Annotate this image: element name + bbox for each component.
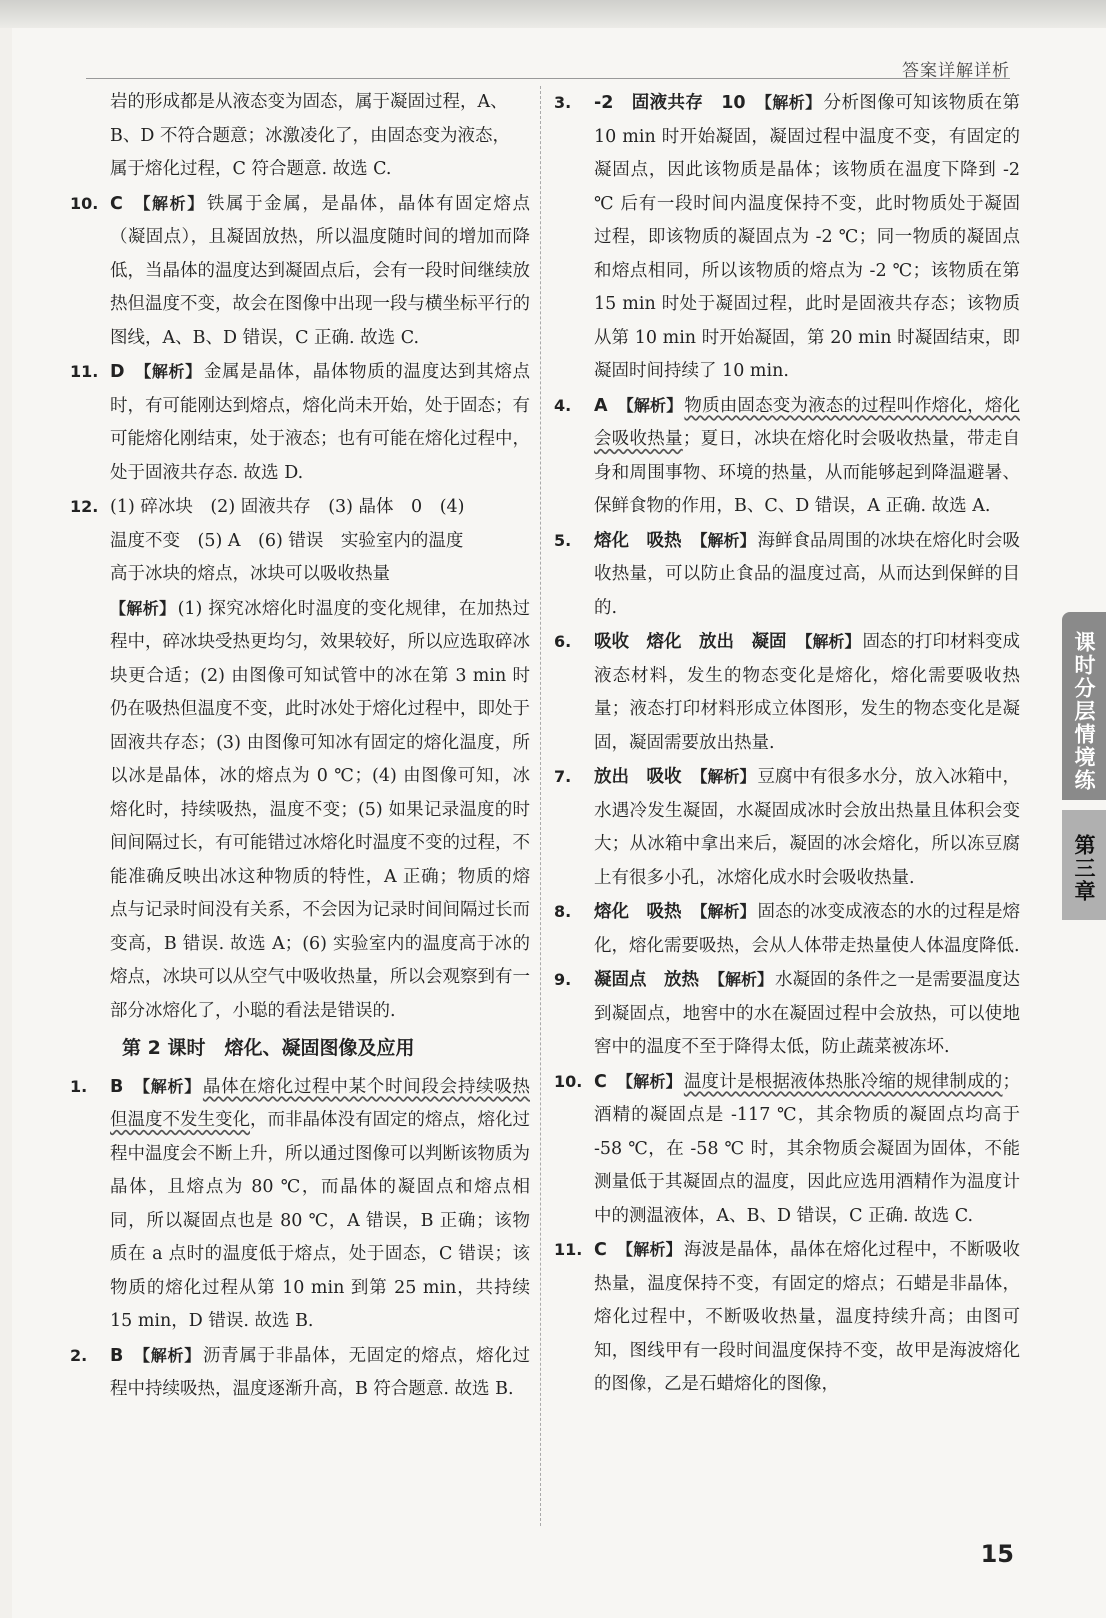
analysis-tag: 【解析】 bbox=[132, 193, 205, 213]
analysis-tag: 【解析】 bbox=[691, 902, 756, 921]
intro-line-2: B、D 不符合题意；冰激凌化了，由固态变为液态， bbox=[110, 125, 510, 146]
analysis-text: 分析图像可知该物质在第 10 min 时开始凝固，凝固过程中温度不变，有固定的凝固点，因此该物质是晶体；该物质在温度下降到 -2 ℃ 后有一段时间内温度保持不变，此时物质处于凝固过程，即该物质的凝固点为 -2 ℃；同一物质的凝固点和熔点相同，所以该物质的熔点为 -2 ℃；该物质在第 15 min 时处于凝固过程，此时是固液共存态；该物质从第 10 min 时开始凝固，第 20 min 时凝固结束，即凝固时间持续了 10 min. bbox=[594, 93, 1020, 381]
item-number: 3. bbox=[554, 93, 572, 112]
item-number: 6. bbox=[554, 632, 572, 651]
underlined-text: 温度计是根据液体热胀冷缩的规律制成的 bbox=[683, 1071, 1003, 1092]
answer-item-10 bbox=[70, 187, 530, 356]
column-divider bbox=[540, 86, 541, 1526]
answer-item-11 bbox=[70, 355, 530, 490]
answer-choice: 吸收 熔化 放出 凝固 bbox=[594, 632, 787, 652]
analysis-tag: 【解析】 bbox=[796, 632, 861, 651]
page-number: 15 bbox=[980, 1540, 1014, 1568]
item-number: 11. bbox=[554, 1240, 583, 1259]
side-tab-chapter: 第三章 bbox=[1062, 810, 1106, 920]
answer-item-s11 bbox=[554, 1233, 1020, 1402]
analysis-tag: 【解析】 bbox=[110, 598, 176, 618]
analysis-text: 水凝固的条件之一是需要温度达到凝固点，地窖中的水在凝固过程中会放热，可以使地窖中的温度不至于降得太低，防止蔬菜被冻坏. bbox=[594, 970, 1021, 1057]
analysis-tag: 【解析】 bbox=[134, 362, 202, 381]
analysis-tag: 【解析】 bbox=[616, 1071, 682, 1091]
answer-item-s9 bbox=[554, 963, 1020, 1065]
answer-choice: B bbox=[110, 1076, 124, 1097]
analysis-text: 铁属于金属，是晶体，晶体有固定熔点（凝固点），且凝固放热，所以温度随时间的增加而降低，当晶体的温度达到凝固点后，会有一段时间继续放热但温度不变，故会在图像中出现一段与横坐标平行的图线，A、B、D 错误，C 正确. 故选 C. bbox=[110, 193, 530, 348]
item-number: 10. bbox=[554, 1071, 583, 1091]
answer-choice: -2 固液共存 10 bbox=[594, 93, 746, 113]
analysis-tag: 【解析】 bbox=[691, 767, 756, 786]
item-number: 10. bbox=[70, 193, 99, 213]
item-number: 4. bbox=[554, 395, 572, 415]
answer-item-s2 bbox=[70, 1339, 530, 1407]
answer-line-1: (1) 碎冰块 (2) 固液共存 (3) 晶体 0 (4) bbox=[110, 497, 465, 517]
answer-item-s10 bbox=[554, 1065, 1020, 1234]
analysis-text: 固态的打印材料变成液态材料，发生的物态变化是熔化，熔化需要吸收热量；液态打印材料形成立体图形，发生的物态变化是凝固，凝固需要放出热量. bbox=[594, 632, 1021, 753]
page-header-title: 答案详解详析 bbox=[902, 61, 1010, 81]
answer-item-s5 bbox=[554, 524, 1020, 626]
header-rule bbox=[86, 78, 1010, 79]
underlined-text: 物质由固态变为液态的过程叫作熔化，熔化会吸收热量 bbox=[594, 395, 1020, 449]
analysis-text: 金属是晶体，晶体物质的温度达到其熔点时，有可能刚达到熔点，熔化尚未开始，处于固态；有可能熔化刚结束，处于液态；也有可能在熔化过程中，处于固液共存态. 故选 D. bbox=[110, 362, 530, 483]
right-column bbox=[554, 86, 1020, 1402]
item-number: 5. bbox=[554, 530, 572, 550]
answer-choice: 熔化 吸热 bbox=[594, 530, 682, 551]
analysis-text: 海鲜食品周围的冰块在熔化时会吸收热量，可以防止食品的温度过高，从而达到保鲜的目的. bbox=[594, 530, 1021, 618]
answer-item-s7 bbox=[554, 760, 1020, 895]
answer-choice: 熔化 吸热 bbox=[594, 902, 682, 922]
analysis-text: ；酒精的凝固点是 -117 ℃，其余物质的凝固点均高于 -58 ℃，在 -58 ℃ 时，其余物质会凝固为固体，不能测量低于其凝固点的温度，因此应选用酒精作为温度计中的测温液体，A、B、D 错误，C 正确. 故选 C. bbox=[594, 1071, 1020, 1226]
analysis-tag: 【解析】 bbox=[133, 1345, 201, 1365]
item-number: 9. bbox=[554, 970, 572, 989]
answer-line-3: 高于冰块的熔点，冰块可以吸收热量 bbox=[110, 564, 390, 584]
answer-choice: D bbox=[110, 362, 125, 382]
analysis-text: (1) 探究冰熔化时温度的变化规律，在加热过程中，碎冰块受热更均匀，效果较好，所以应选取碎冰块更合适；(2) 由图像可知试管中的冰在第 3 min 时仍在吸热但温度不变，此时冰处于熔化过程中，即处于固液共存态；(3) 由图像可知冰有固定的熔化温度，所以冰是晶体，冰的熔点为 0 ℃；(4) 由图像可知，冰熔化时，持续吸热，温度不变；(5) 如果记录温度的时间间隔过长，有可能错过冰熔化时温度不变的过程，不能准确反映出冰这种物质的特性，A 正确；物质的熔点与记录时间没有关系，不会因为记录时间间隔过长而变高，B 错误. 故选 A；(6) 实验室内的温度高于冰的熔点，冰块可以从空气中吸收热量，所以会观察到有一部分冰熔化了，小聪的看法是错误的. bbox=[110, 598, 530, 1021]
item-number: 11. bbox=[70, 362, 99, 381]
answer-choice: 放出 吸收 bbox=[594, 767, 682, 787]
side-tab-lesson: 课时分层情境练 bbox=[1062, 612, 1106, 800]
answer-item-s8 bbox=[554, 895, 1020, 963]
analysis-tag: 【解析】 bbox=[617, 395, 683, 415]
analysis-tag: 【解析】 bbox=[133, 1076, 201, 1096]
answer-item-s1 bbox=[70, 1070, 530, 1339]
answer-choice: C bbox=[594, 1240, 607, 1260]
left-column bbox=[70, 86, 530, 1407]
intro-line-1: 岩的形成都是从液态变为固态，属于凝固过程，A、 bbox=[110, 92, 508, 112]
item-number: 2. bbox=[70, 1345, 88, 1365]
analysis-text: ；夏日，冰块在熔化时会吸收热量，带走自身和周围事物、环境的热量，从而能够起到降温避暑、保鲜食物的作用，B、C、D 错误，A 正确. 故选 A. bbox=[594, 429, 1021, 516]
answer-item-s6 bbox=[554, 625, 1020, 760]
answer-choice: C bbox=[110, 193, 123, 214]
analysis-text: ，而非晶体没有固定的熔点，熔化过程中温度会不断上升，所以通过图像可以判断该物质为晶体，且熔点为 80 ℃，而晶体的凝固点和熔点相同，所以凝固点也是 80 ℃，A 错误，B 正确；该物质在 a 点时的温度低于熔点，处于固态，C 错误；该物质的熔化过程从第 10 min 到第 25 min，共持续 15 min，D 错误. 故选 B. bbox=[110, 1110, 530, 1331]
analysis-tag: 【解析】 bbox=[616, 1240, 682, 1259]
answer-choice: C bbox=[594, 1071, 607, 1092]
scan-top-band bbox=[0, 0, 1106, 28]
item-number: 1. bbox=[70, 1076, 88, 1096]
answer-choice: A bbox=[594, 395, 608, 416]
analysis-text: 豆腐中有很多水分，放入冰箱中，水遇冷发生凝固，水凝固成冰时会放出热量且体积会变大；从冰箱中拿出来后，凝固的冰会熔化，所以冻豆腐上有很多小孔，冰熔化成水时会吸收热量. bbox=[594, 767, 1021, 888]
underlined-text: 晶体在熔化过程中某个时间段会持续吸热但温度不发生变化 bbox=[110, 1076, 530, 1130]
item-number: 7. bbox=[554, 767, 572, 786]
answer-item-s3 bbox=[554, 86, 1020, 389]
answer-choice: B bbox=[110, 1345, 124, 1366]
intro-line-3: 属于熔化过程，C 符合题意. 故选 C. bbox=[110, 159, 392, 179]
analysis-tag: 【解析】 bbox=[709, 970, 774, 989]
analysis-text: 固态的冰变成液态的水的过程是熔化，熔化需要吸热，会从人体带走热量使人体温度降低. bbox=[594, 902, 1021, 956]
answer-item-12 bbox=[70, 490, 530, 1028]
analysis-tag: 【解析】 bbox=[755, 93, 822, 112]
answer-item-s4 bbox=[554, 389, 1020, 524]
analysis-tag: 【解析】 bbox=[691, 530, 756, 550]
analysis-text: 海波是晶体，晶体在熔化过程中，不断吸收热量，温度保持不变，有固定的熔点；石蜡是非晶体，熔化过程中，不断吸收热量，温度持续升高；由图可知，图线甲有一段时间温度保持不变，故甲是海波熔化的图像，乙是石蜡熔化的图像， bbox=[594, 1240, 1020, 1394]
answer-line-2: 温度不变 (5) A (6) 错误 实验室内的温度 bbox=[110, 530, 464, 551]
item-number: 12. bbox=[70, 497, 99, 516]
section-heading: 第 2 课时 熔化、凝固图像及应用 bbox=[122, 1037, 415, 1059]
answer-choice: 凝固点 放热 bbox=[594, 970, 699, 990]
analysis-text: 沥青属于非晶体，无固定的熔点，熔化过程中持续吸热，温度逐渐升高，B 符合题意. 故选 B. bbox=[110, 1345, 530, 1399]
item-number: 8. bbox=[554, 902, 572, 921]
